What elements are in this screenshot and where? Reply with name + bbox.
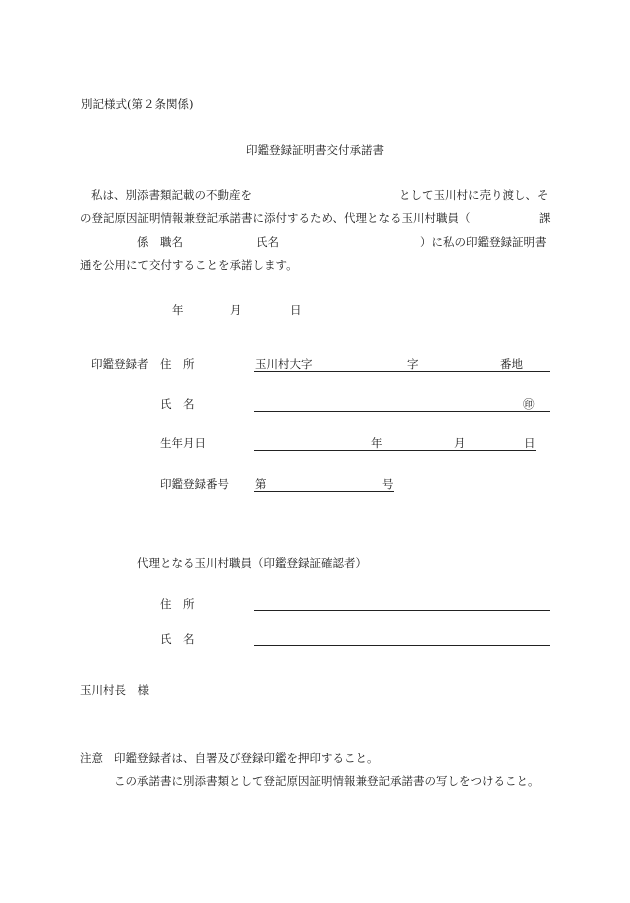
body-line2-a: の登記原因証明情報兼登記承諾書に添付するため、代理となる玉川村職員（: [80, 211, 471, 225]
note-2: この承諾書に別添書類として登記原因証明情報兼登記承諾書の写しをつけること。: [114, 774, 540, 788]
notes-label: 注意: [80, 751, 103, 765]
addressee: 玉川村長 様: [80, 683, 149, 697]
registrant-birth-underline: [254, 450, 536, 451]
agent-address-label: 住 所: [160, 597, 195, 611]
registrant-birth-day: 日: [524, 436, 536, 450]
date-year: 年: [172, 303, 184, 317]
body-line1-b: として玉川村に売り渡し、そ: [399, 188, 549, 202]
agent-address-underline: [254, 610, 550, 611]
agent-name-underline: [254, 645, 550, 646]
agent-heading: 代理となる玉川村職員（印鑑登録証確認者）: [137, 556, 367, 570]
body-line4: 通を公用にて交付することを承諾します。: [80, 258, 298, 272]
body-line3-c: ）に私の印鑑登録証明書: [420, 235, 547, 249]
date-month: 月: [230, 303, 242, 317]
registrant-address-underline: [254, 371, 550, 372]
body-line2-b: 課: [539, 211, 551, 225]
registrant-regno-suffix: 号: [382, 477, 394, 491]
seal-mark: ㊞: [523, 397, 535, 411]
registrant-address-aza: 字: [407, 357, 419, 371]
body-line3-b: 氏名: [256, 235, 279, 249]
body-line3-a: 係 職名: [137, 235, 183, 249]
date-day: 日: [290, 303, 302, 317]
registrant-address-prefix: 玉川村大字: [255, 357, 313, 371]
registrant-address-label: 住 所: [160, 357, 195, 371]
registrant-birth-month: 月: [454, 436, 466, 450]
document-title: 印鑑登録証明書交付承諾書: [246, 143, 384, 157]
registrant-regno-underline: [254, 491, 394, 492]
registrant-birth-label: 生年月日: [160, 436, 206, 450]
registrant-heading: 印鑑登録者: [91, 357, 149, 371]
registrant-regno-prefix: 第: [255, 477, 267, 491]
registrant-birth-year: 年: [371, 436, 383, 450]
registrant-regno-label: 印鑑登録番号: [160, 477, 229, 491]
registrant-name-underline: [254, 411, 550, 412]
body-line1-a: 私は、別添書類記載の不動産を: [91, 188, 252, 202]
registrant-address-banchi: 番地: [500, 357, 523, 371]
registrant-name-label: 氏 名: [160, 397, 195, 411]
agent-name-label: 氏 名: [160, 632, 195, 646]
note-1: 印鑑登録者は、自署及び登録印鑑を押印すること。: [114, 751, 379, 765]
form-label: 別記様式(第２条関係): [81, 97, 194, 111]
